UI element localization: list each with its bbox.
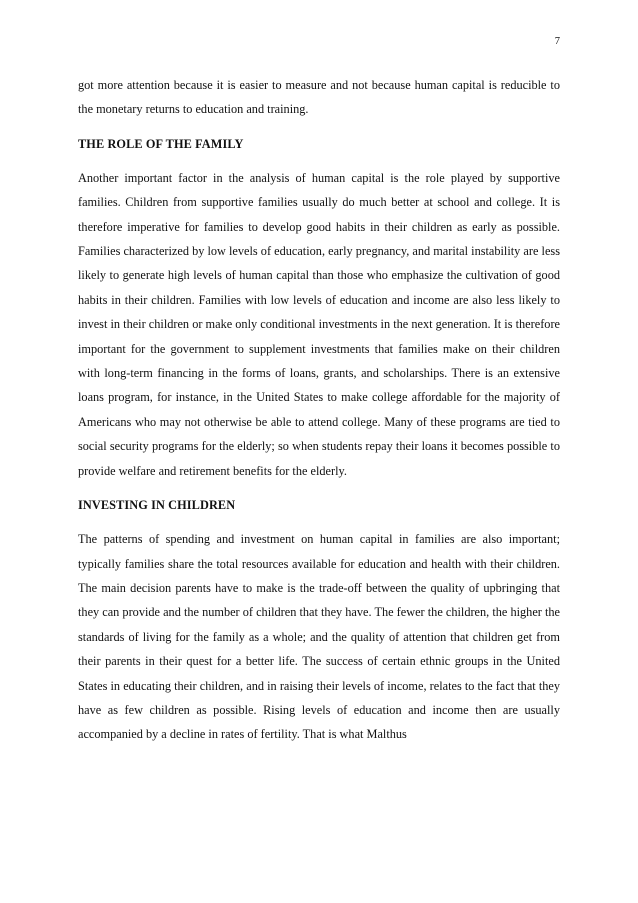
continued-paragraph: got more attention because it is easier to measure and not because human capital is reducible to the monetary returns to education and training.	[78, 78, 560, 117]
document-body	[78, 73, 560, 757]
section-heading-role-of-family: THE ROLE OF THE FAMILY	[78, 136, 244, 151]
section-paragraph-role-of-family: Another important factor in the analysis of human capital is the role played by supportive families. Children from supportive families usually do much better at school and college. It is therefore imperative for families to develop good habits in their children as early as possible. Families characterized by low levels of education, early pregnancy, and marital instability are less likely to generate high levels of human capital than those who emphasize the cultivation of good habits in their children. Families with low levels of education and income are also less likely to invest in their children or make only conditional investments in the next generation. It is therefore important for the government to supplement investments that families make on their children with long-term financing in the forms of loans, grants, and scholarships. There is an extensive loans program, for instance, in the United States to make college affordable for the majority of Americans who may not otherwise be able to attend college. Many of these programs are tied to social security programs for the elderly; so when students repay their loans it becomes possible to provide welfare and retirement benefits for the elderly.	[78, 170, 560, 478]
page-number: 7	[554, 36, 560, 47]
section-heading-investing-in-children: INVESTING IN CHILDREN	[78, 498, 236, 513]
section-paragraph-investing-in-children: The patterns of spending and investment on human capital in families are also important; typically families share the total resources available for education and health with their children. The main decision parents have to make is the trade-off between the quality of upbringing that they can provide and the number of children that they have. The fewer the children, the higher the standards of living for the family as a whole; and the quality of attention that children get from their parents in their quest for a better life. The success of certain ethnic groups in the United States in educating their children, and in raising their levels of income, relates to the fact that they have as few children as possible. Rising levels of education and income then are usually accompanied by a decline in rates of fertility. That is what Malthus	[78, 532, 560, 742]
